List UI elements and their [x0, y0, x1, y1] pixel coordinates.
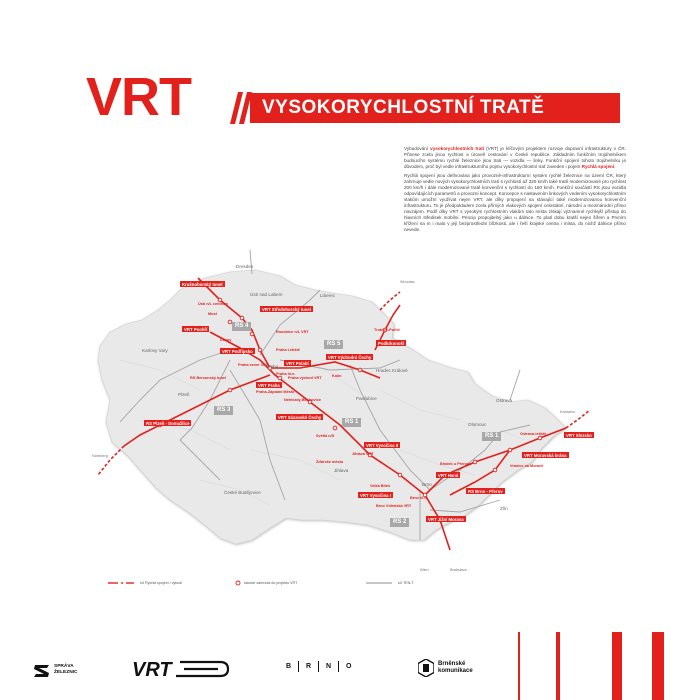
decorative-bar [518, 632, 520, 700]
station-label: Praha-Západní Město [256, 390, 295, 394]
city-label: Pardubice [356, 396, 377, 401]
station-label: Jihlava VRT [352, 452, 374, 456]
vrt-footer-logo [132, 658, 232, 680]
decorative-bar [556, 632, 560, 700]
route-label: VRT Polabí [286, 360, 309, 366]
spravazeleznic-icon [34, 664, 50, 678]
station-label: Roudnice n/L VRT [276, 330, 309, 334]
rs-box: RS 4 [232, 322, 251, 331]
railway-map [80, 250, 620, 580]
rs-box: RS 2 [390, 518, 409, 527]
brno-letter: N [326, 663, 332, 670]
route-label: RS Berounský tunel [190, 376, 227, 380]
city-label: Bratislava [450, 568, 467, 572]
rs-box: RS 1 [482, 432, 501, 441]
country-outline [98, 270, 566, 544]
city-label: Ústí nad Labem [250, 292, 283, 297]
city-label: Nürnberg [92, 454, 108, 458]
brnenske-komunikace-icon [418, 659, 434, 677]
route-label: Podkrkonoší [378, 340, 405, 346]
brno-letter: B [286, 663, 292, 670]
bkom-line1: Brněnské [438, 661, 466, 667]
brno-letter: O [346, 663, 352, 670]
station-label: Praha východ VRT [288, 376, 322, 380]
legend-red-line-icon [108, 579, 134, 587]
city-label: České Budějovice [224, 490, 261, 495]
map-legend [108, 579, 548, 589]
double-slash-icon [228, 86, 252, 126]
station-label: Žďárské město [316, 460, 344, 464]
route-label: RS Plzeň - Domažlice [146, 420, 190, 426]
legend-station-icon [234, 579, 242, 587]
city-label: Ostrava [496, 398, 513, 403]
station-label: Most [208, 312, 217, 316]
city-label: Jihlava [334, 468, 349, 473]
description-text [404, 146, 626, 236]
brnenske-komunikace-logo [418, 658, 498, 680]
route-label: Krušnohorský tunel [182, 281, 223, 287]
station-label: Praha hl.n. [276, 372, 296, 376]
route-label: VRT Východní Čechy [328, 354, 372, 360]
legend-item-ten-t: síť TEN-T [398, 581, 414, 585]
route-label: VRT Jižní Morava [428, 516, 464, 522]
station-label: Brno Vídeňská VRT [376, 504, 412, 508]
rs-box: RS 1 [342, 418, 361, 427]
station-label: Praha sever VRT [238, 363, 269, 367]
city-label: Praha [266, 364, 279, 369]
station-label: Bindek u Přerova [440, 462, 472, 466]
city-label: Karlovy Vary [142, 348, 168, 353]
station-label: Trutnov-Poříčí [374, 328, 400, 332]
station-label: Ústí n/L centrum [198, 302, 228, 306]
station-label: Brno hl.n. [410, 496, 428, 500]
city-label: Wrocław [400, 280, 415, 284]
station-label: Světlá n/S [316, 434, 335, 438]
legend-item-station: stanice zahrnuta do projektu VRT [244, 581, 298, 585]
city-label: Hradec Králové [376, 368, 408, 373]
route-label: VRT Sázavské Čechy [278, 414, 322, 420]
city-label: Zlín [500, 506, 508, 511]
map-base [80, 250, 620, 580]
city-label: Plzeň [178, 392, 190, 397]
city-label: Olomouc [468, 422, 487, 427]
brno-divider [338, 661, 339, 672]
decorative-bars [518, 632, 668, 700]
legend-grey-line-icon [366, 579, 392, 587]
rs-box: RS 5 [324, 340, 343, 349]
brno-logo [282, 660, 362, 676]
brno-divider [318, 661, 319, 672]
route-label: VRT Praha [258, 382, 280, 388]
spravazeleznic-line1: SPRÁVA [54, 664, 74, 669]
station-label: Ostrava-letiště [520, 432, 547, 436]
route-label: VRT Haná [438, 472, 459, 478]
brno-divider [298, 661, 299, 672]
city-label: Katowice [560, 410, 576, 414]
city-label: Dresden [236, 264, 254, 269]
route-label: VRT Vysočina II [366, 442, 399, 448]
station-label: Louny [220, 338, 232, 342]
brno-letter: R [306, 663, 312, 670]
spravazeleznic-logo [34, 662, 104, 682]
station-label: Nehvizdy-Běchovice [284, 398, 321, 402]
legend-item-rs-network: síť Rychlá spojení / vybudí [140, 581, 183, 585]
city-label: Brno [422, 482, 432, 487]
vrt-logo-title: VRT [86, 67, 191, 127]
station-label: Kolín [332, 374, 342, 378]
bkom-line2: komunikace [438, 668, 473, 674]
rs-box: RS 3 [214, 406, 233, 415]
description-paragraph-2: Rychlá spojení jsou definována jako provozně-infrastrukturní systém rychlé železnice na území ČR, který zahrnuje vedle nových vysokorychlostních tratí s rychlostí až 320 km/h také tratě modernizované pro rychlost 200 km/h i dále modernizované tratě konvenční s rychlostí do 160 km/h. Funkční součástí RS jsou vozidla odpovídajících parametrů a provozní koncept. Koncepce s nastavením linkových vedením vysokorychlostním vlakům umožní využívat nejen VRT, ale díky propojení na stávající také modernizovanou konvenční infrastrukturu. To je předpokladem zcela přímých vlakových spojení celostátní, národní a mezinárodní přímo navzájem. Podíl díky VRT s vysokým rychlostním vlakům tato místa získají významné rychlejší přístup do hlavních středisek mobilní. Princip propojitelný jako u dálnice. To platí dobu kratší nejen šířem a Prvním křížení na m i malo v její bezprostřední blízkosti, ale i řeší krajské centra i místa, do nichž dálnice přímo nevede. [404, 172, 626, 233]
route-label: RS Brno - Přerov [468, 488, 503, 494]
page-title: VYSOKORYCHLOSTNÍ TRATĚ [250, 93, 620, 123]
route-label: VRT Slezsko [566, 432, 592, 438]
route-label: VRT Podřipsko [222, 348, 253, 354]
route-label: VRT Moravská brána [524, 452, 567, 458]
svg-text:VRT: VRT [132, 659, 172, 680]
station-label: Velká Bíteš [370, 484, 391, 488]
description-paragraph-1: Vybudování vysokorychlostních tratí (VRT) je klíčovým projektem rozvoje dopravní infrastruktury v ČR. Přinese zcela jinou rychlost a úroveň cestování v České republice. Základním funkčním trojúhelníkem budoucího systému rychlé železnice jsou trati — vozidla — linky. Funkční spojení tohoto trojúhelníku je důvodem, proč byl vedle infrastrukturního pojmu vysokorychlostní trať zaveden i pojem Rychlá spojení. [404, 146, 626, 170]
route-label: VRT Vysočina I [360, 492, 391, 498]
station-label: Vranice na Moravě [510, 464, 544, 468]
city-label: Wien [420, 568, 429, 572]
station-label: Praha Letiště [276, 348, 300, 352]
decorative-bar [612, 632, 622, 700]
decorative-bar [652, 632, 664, 700]
city-label: Liberec [320, 293, 336, 298]
route-label: VRT Poohří [184, 326, 208, 332]
route-label: VRT Středohorský tunel [262, 306, 311, 312]
spravazeleznic-line2: ŽELEZNIC [54, 669, 78, 675]
